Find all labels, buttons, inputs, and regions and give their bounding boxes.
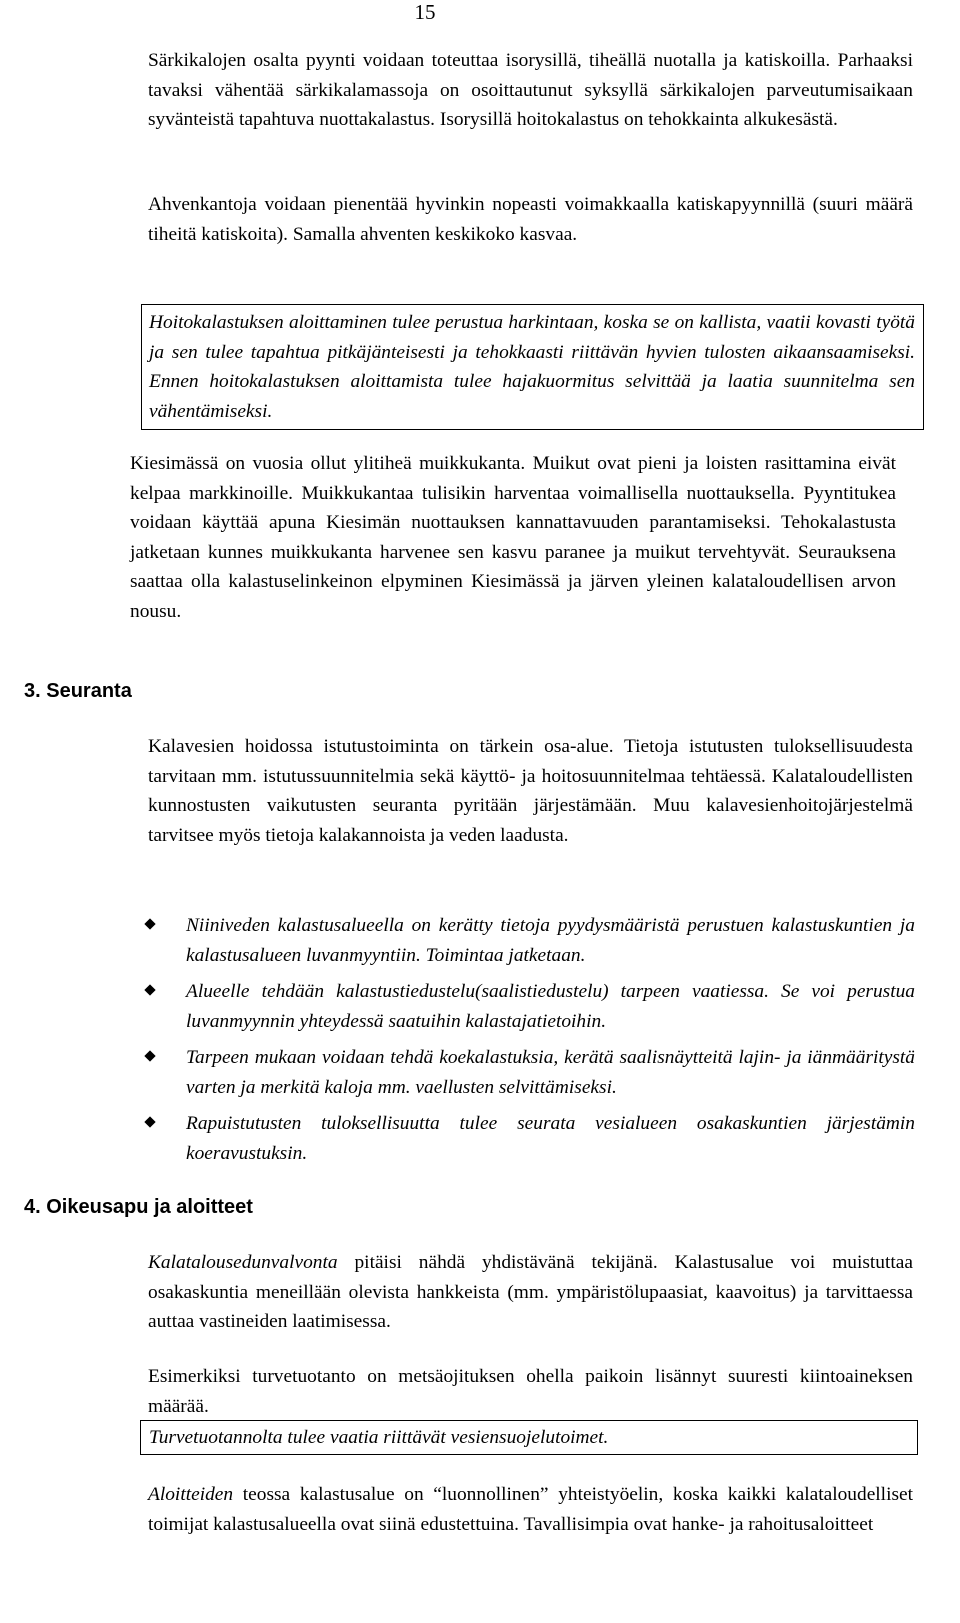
diamond-bullet-icon [144,1050,155,1061]
list-item: Tarpeen mukaan voidaan tehdä koekalastuksia, kerätä saalisnäytteitä lajin- ja iänmääritystä varten ja merkitä kaloja mm. vaellusten selvittämiseksi. [145,1043,915,1102]
paragraph-kiesimas: Kiesimässä on vuosia ollut ylitiheä muikkukanta. Muikut ovat pieni ja loisten rasittamina eivät kelpaa markkinoille. Muikkukantaa tulisikin harventaa voimallisella nuottauksella. Pyyntitukea voidaan käyttää apuna Kiesimän nuottauksen kannattavuuden parantamiseksi. Tehokalastusta jatketaan kunnes muikkukanta harvenee sen kasvu paranee ja muikut tervehtyvät. Seurauksena saattaa olla kalastuselinkeinon elpyminen Kiesimässä ja järven yleinen kalataloudellisen arvon nousu. [130,453,896,622]
paragraph-turvetuotanto: Esimerkiksi turvetuotanto on metsäojituksen ohella paikoin lisännyt suuresti kiintoaineksen määrää. [148,1366,913,1417]
paragraph-edunvalvonta: Kalatalousedunvalvonta pitäisi nähdä yhdistävänä tekijänä. Kalastusalue voi muistuttaa osakaskuntia meneillään olevista hankkeista (mm. ympäristölupaasiat, kaavoitus) ja tarvittaessa auttaa vastineiden laatimisessa. [148,1252,913,1332]
boxed-note-turvetuotanto: Turvetuotannolta tulee vaatia riittävät vesiensuojelutoimet. [140,1420,918,1455]
paragraph-istutukset: Kalavesien hoidossa istutustoiminta on tärkein osa-alue. Tietoja istutusten tuloksellisuudesta tarvitaan mm. istutussuunnitelmia sekä käyttö- ja hoitosuunnitelmaa tehtäessä. Kalataloudellisten kunnostusten vaikutusten seuranta pyritään järjestämään. Muu kalavesienhoitojärjestelmä tarvitsee myös tietoja kalakannoista ja veden laadusta. [148,736,913,846]
diamond-bullet-icon [144,918,155,929]
paragraph-aloitteet: Aloitteiden teossa kalastusalue on “luonnollinen” yhteistyöelin, koska kaikki kalataloudelliset toimijat kalastusalueella ovat siinä edustettuina. Tavallisimpia ovat hanke- ja rahoitusaloitteet [148,1484,913,1535]
emphasis-term: Aloitteiden [148,1484,234,1505]
paragraph-ahvenkannat: Ahvenkantoja voidaan pienentää hyvinkin nopeasti voimakkaalla katiskapyynnillä (suuri määrä tiheitä katiskoita). Samalla ahventen keskikoko kasvaa. [148,194,913,245]
list-item: Rapuistutusten tuloksellisuutta tulee seurata vesialueen osakaskuntien järjestämin koeravustuksin. [145,1109,915,1168]
heading-seuranta: 3. Seuranta [24,680,132,702]
paragraph-sarkikalat: Särkikalojen osalta pyynti voidaan toteuttaa isorysillä, tiheällä nuotalla ja katiskoilla. Parhaaksi tavaksi vähentää särkikalamassoja on osoittautunut syksyllä särkikalojen parveutumisaikaan syvänteistä tapahtuva nuottakalastus. Isorysillä hoitokalastus on tehokkainta alkukesästä. [148,50,913,130]
list-item: Alueelle tehdään kalastustiedustelu(saalistiedustelu) tarpeen vaatiessa. Se voi perustua luvanmyynnin yhteydessä saatuihin kalastajatietoihin. [145,977,915,1036]
monitoring-bullet-list [145,911,915,1168]
heading-oikeusapu: 4. Oikeusapu ja aloitteet [24,1196,253,1218]
emphasis-term: Kalatalousedunvalvonta [148,1252,338,1273]
boxed-note-hoitokalastus: Hoitokalastuksen aloittaminen tulee perustua harkintaan, koska se on kallista, vaatii kovasti työtä ja sen tulee tapahtua pitkäjänteisesti ja tehokkaasti riittävän hyvien tulosten aikaansaamiseksi. Ennen hoitokalastuksen aloittamista tulee hajakuormitus selvittää ja laatia suunnitelma sen vähentämiseksi. [141,304,924,430]
page-number: 15 [414,0,436,24]
diamond-bullet-icon [144,984,155,995]
diamond-bullet-icon [144,1116,155,1127]
list-item: Niiniveden kalastusalueella on kerätty tietoja pyydysmääristä perustuen kalastuskuntien ja kalastusalueen luvanmyyntiin. Toimintaa jatketaan. [145,911,915,970]
